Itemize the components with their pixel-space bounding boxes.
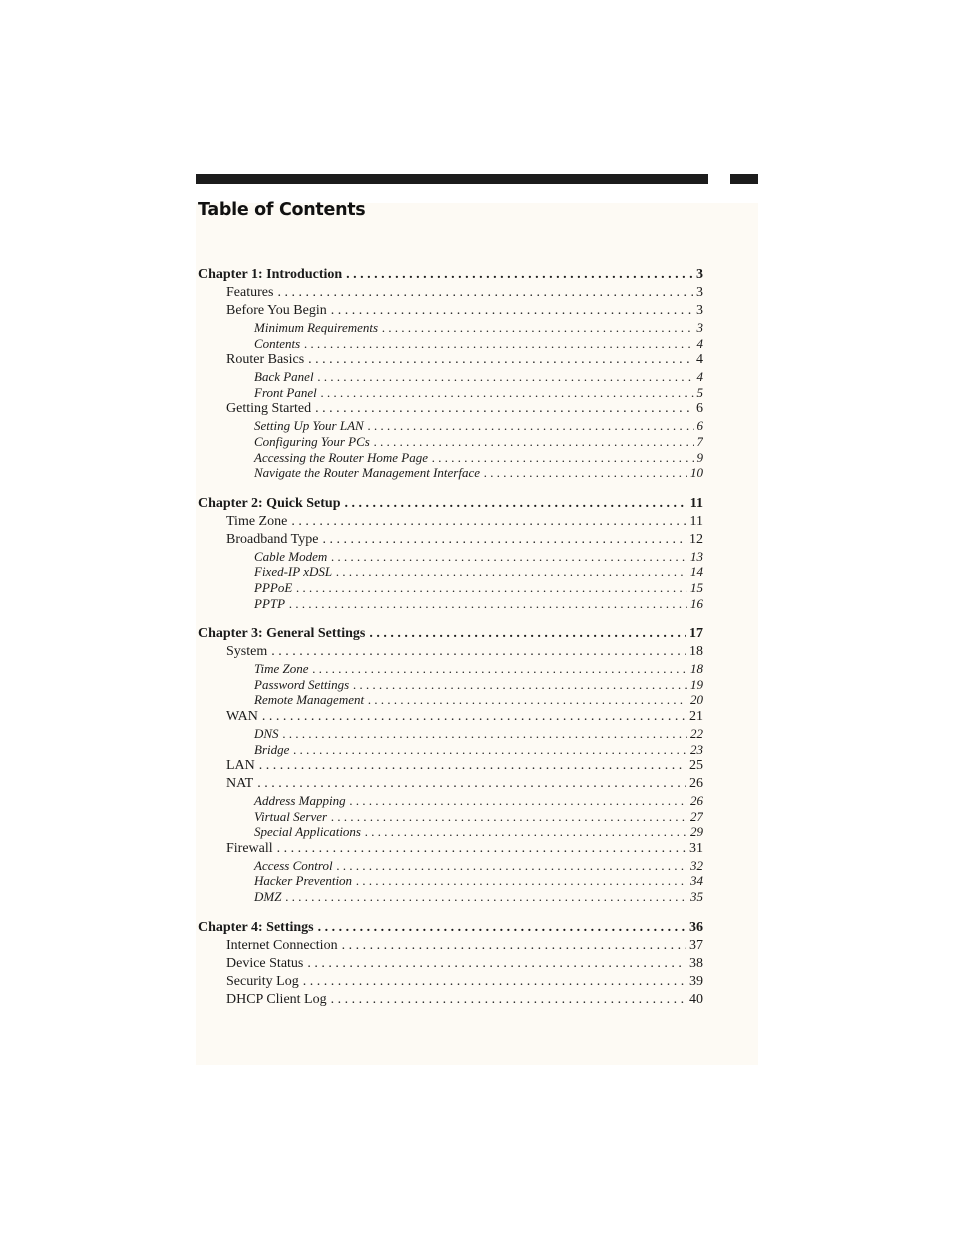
toc-section-entry[interactable] (198, 351, 703, 369)
toc-subsection-entry[interactable] (198, 385, 703, 401)
toc-subsection-entry[interactable] (198, 369, 703, 385)
dot-leader (368, 692, 687, 708)
toc-entry-label: Fixed-IP xDSL (254, 564, 333, 580)
toc-section-entry[interactable] (198, 643, 703, 661)
toc-subsection-entry[interactable] (198, 434, 703, 450)
header-rule-tab (730, 174, 758, 184)
toc-page-number: 14 (690, 564, 703, 580)
dot-leader (318, 369, 694, 385)
toc-section-entry[interactable] (198, 955, 703, 973)
toc-section-entry[interactable] (198, 991, 703, 1009)
toc-entry-label: Before You Begin (226, 303, 327, 318)
toc-page-number: 34 (690, 873, 703, 889)
toc-section-entry[interactable] (198, 757, 703, 775)
toc-entry-label: Remote Management (254, 692, 365, 708)
dot-leader (321, 385, 694, 401)
toc-section-entry[interactable] (198, 973, 703, 991)
toc-entry-label: Firewall (226, 840, 273, 856)
toc-entry-label: Security Log (226, 973, 299, 989)
toc-subsection-entry[interactable] (198, 418, 703, 434)
dot-leader (277, 284, 693, 302)
toc-entry-label: DHCP Client Log (226, 991, 327, 1007)
toc-subsection-entry[interactable] (198, 450, 703, 466)
dot-leader (353, 677, 687, 693)
toc-page-number: 18 (690, 661, 703, 677)
toc-page-number: 37 (689, 937, 703, 953)
toc-entry-label: Back Panel (254, 369, 314, 385)
toc-subsection-entry[interactable] (198, 549, 703, 565)
toc-page-number: 25 (689, 758, 703, 774)
toc-entry-label: Hacker Prevention (254, 873, 353, 889)
toc-subsection-entry[interactable] (198, 793, 703, 809)
toc-entry-label: Chapter 1: Introduction (198, 267, 343, 282)
toc-page-number: 19 (690, 676, 703, 692)
toc-page-number: 29 (690, 824, 703, 840)
dot-leader (344, 495, 686, 513)
toc-page-number: 20 (690, 692, 703, 708)
toc-section-entry[interactable] (198, 284, 703, 302)
dot-leader (271, 643, 686, 661)
toc-subsection-entry[interactable] (198, 465, 703, 481)
toc-subsection-entry[interactable] (198, 677, 703, 693)
dot-leader (382, 320, 693, 336)
toc-subsection-entry[interactable] (198, 692, 703, 708)
toc-page-number: 5 (696, 384, 703, 400)
toc-page-number: 10 (690, 465, 703, 481)
toc-section-entry[interactable] (198, 513, 703, 531)
toc-entry-label: Front Panel (254, 384, 317, 400)
toc-subsection-entry[interactable] (198, 580, 703, 596)
dot-leader (318, 919, 686, 937)
dot-leader (337, 858, 687, 874)
toc-chapter-entry[interactable] (198, 919, 703, 937)
toc-page-number: 11 (689, 513, 703, 529)
toc-page-number: 6 (696, 418, 703, 434)
chapter-spacer (198, 611, 703, 625)
toc-page-number: 36 (689, 919, 703, 935)
toc-entry-label: Router Basics (226, 352, 305, 368)
dot-leader (289, 596, 687, 612)
toc-page-number: 13 (690, 548, 703, 564)
toc-entry-label: Internet Connection (226, 937, 338, 953)
dot-leader (277, 840, 686, 858)
toc-subsection-entry[interactable] (198, 661, 703, 677)
toc-section-entry[interactable] (198, 708, 703, 726)
toc-page-number: 31 (689, 840, 703, 856)
header-rule (196, 174, 708, 184)
toc-subsection-entry[interactable] (198, 889, 703, 905)
toc-page-number: 27 (690, 808, 703, 824)
dot-leader (304, 336, 693, 352)
toc-entry-label: Chapter 4: Settings (198, 919, 314, 935)
toc-page-number: 3 (696, 285, 703, 300)
toc-entry-label: Device Status (226, 955, 304, 971)
dot-leader (368, 418, 694, 434)
toc-page-number: 38 (689, 955, 703, 971)
toc-entry-label: DMZ (254, 889, 282, 905)
toc-entry-label: PPTP (254, 595, 286, 611)
dot-leader (331, 549, 687, 565)
toc-page-number: 26 (690, 793, 703, 809)
toc-subsection-entry[interactable] (198, 336, 703, 352)
toc-entry-label: Access Control (254, 857, 333, 873)
dot-leader (313, 661, 687, 677)
toc-entry-label: Features (226, 285, 274, 300)
toc-subsection-entry[interactable] (198, 824, 703, 840)
toc-chapter-entry[interactable] (198, 625, 703, 643)
toc-subsection-entry[interactable] (198, 596, 703, 612)
toc-section-entry[interactable] (198, 531, 703, 549)
dot-leader (365, 824, 687, 840)
toc-entry-label: Configuring Your PCs (254, 433, 370, 449)
dot-leader (331, 991, 686, 1009)
toc-section-entry[interactable] (198, 840, 703, 858)
toc-entry-label: Time Zone (254, 661, 309, 677)
toc-page-number: 35 (690, 889, 703, 905)
toc-page-number: 4 (696, 352, 703, 368)
toc-subsection-entry[interactable] (198, 858, 703, 874)
dot-leader (322, 531, 686, 549)
toc-page-number: 21 (689, 708, 703, 724)
dot-leader (342, 937, 686, 955)
dot-leader (331, 809, 687, 825)
toc-entry-label: Getting Started (226, 401, 312, 417)
dot-leader (484, 465, 687, 481)
toc-section-entry[interactable] (198, 400, 703, 418)
dot-leader (285, 889, 687, 905)
toc-page-number: 3 (696, 320, 703, 335)
dot-leader (296, 580, 687, 596)
dot-leader (369, 625, 686, 643)
toc-entry-label: Address Mapping (254, 793, 346, 809)
toc-entry-label: Bridge (254, 741, 290, 757)
dot-leader (331, 302, 693, 320)
toc-page-number: 39 (689, 973, 703, 989)
dot-leader (374, 434, 694, 450)
toc-entry-label: Contents (254, 335, 301, 351)
chapter-spacer (198, 481, 703, 495)
dot-leader (283, 726, 687, 742)
toc-entry-label: Broadband Type (226, 531, 319, 547)
toc-section-entry[interactable] (198, 302, 703, 320)
toc-chapter-entry[interactable] (198, 266, 703, 284)
table-of-contents (198, 266, 703, 1009)
dot-leader (259, 757, 686, 775)
toc-subsection-entry[interactable] (198, 742, 703, 758)
toc-page-number: 3 (696, 303, 703, 318)
toc-entry-label: Minimum Requirements (254, 320, 379, 335)
toc-page-number: 4 (696, 335, 703, 351)
toc-entry-label: DNS (254, 725, 279, 741)
page-title: Table of Contents (198, 200, 366, 220)
toc-subsection-entry[interactable] (198, 726, 703, 742)
toc-entry-label: NAT (226, 776, 254, 792)
toc-page-number: 26 (689, 776, 703, 792)
toc-section-entry[interactable] (198, 775, 703, 793)
toc-chapter-entry[interactable] (198, 495, 703, 513)
toc-page-number: 11 (689, 495, 703, 511)
toc-page-number: 23 (690, 741, 703, 757)
toc-section-entry[interactable] (198, 937, 703, 955)
toc-page-number: 3 (696, 267, 703, 282)
toc-page-number: 7 (696, 433, 703, 449)
dot-leader (356, 873, 687, 889)
toc-entry-label: PPPoE (254, 579, 293, 595)
toc-entry-label: Virtual Server (254, 808, 328, 824)
dot-leader (262, 708, 686, 726)
dot-leader (315, 400, 693, 418)
toc-entry-label: Time Zone (226, 513, 288, 529)
dot-leader (303, 973, 686, 991)
toc-page-number: 22 (690, 725, 703, 741)
toc-subsection-entry[interactable] (198, 564, 703, 580)
dot-leader (346, 266, 693, 284)
toc-subsection-entry[interactable] (198, 320, 703, 336)
toc-page-number: 9 (696, 449, 703, 465)
toc-page-number: 40 (689, 991, 703, 1007)
toc-entry-label: System (226, 644, 268, 660)
toc-entry-label: LAN (226, 758, 255, 774)
toc-entry-label: WAN (226, 708, 258, 724)
toc-entry-label: Cable Modem (254, 548, 328, 564)
toc-entry-label: Password Settings (254, 676, 350, 692)
toc-entry-label: Chapter 3: General Settings (198, 626, 366, 642)
dot-leader (291, 513, 686, 531)
toc-entry-label: Accessing the Router Home Page (254, 449, 429, 465)
dot-leader (350, 793, 687, 809)
toc-page-number: 16 (690, 595, 703, 611)
toc-subsection-entry[interactable] (198, 809, 703, 825)
toc-page-number: 18 (689, 644, 703, 660)
dot-leader (293, 742, 687, 758)
toc-entry-label: Chapter 2: Quick Setup (198, 495, 341, 511)
dot-leader (432, 450, 693, 466)
toc-entry-label: Navigate the Router Management Interface (254, 465, 480, 481)
toc-page-number: 15 (690, 579, 703, 595)
toc-page-number: 4 (696, 369, 703, 385)
toc-page-number: 17 (689, 626, 703, 642)
toc-entry-label: Setting Up Your LAN (254, 418, 364, 434)
toc-page-number: 32 (690, 857, 703, 873)
toc-entry-label: Special Applications (254, 824, 361, 840)
toc-page-number: 12 (689, 531, 703, 547)
toc-subsection-entry[interactable] (198, 873, 703, 889)
chapter-spacer (198, 905, 703, 919)
dot-leader (257, 775, 686, 793)
dot-leader (308, 351, 693, 369)
dot-leader (336, 564, 687, 580)
dot-leader (307, 955, 686, 973)
toc-page-number: 6 (696, 401, 703, 417)
